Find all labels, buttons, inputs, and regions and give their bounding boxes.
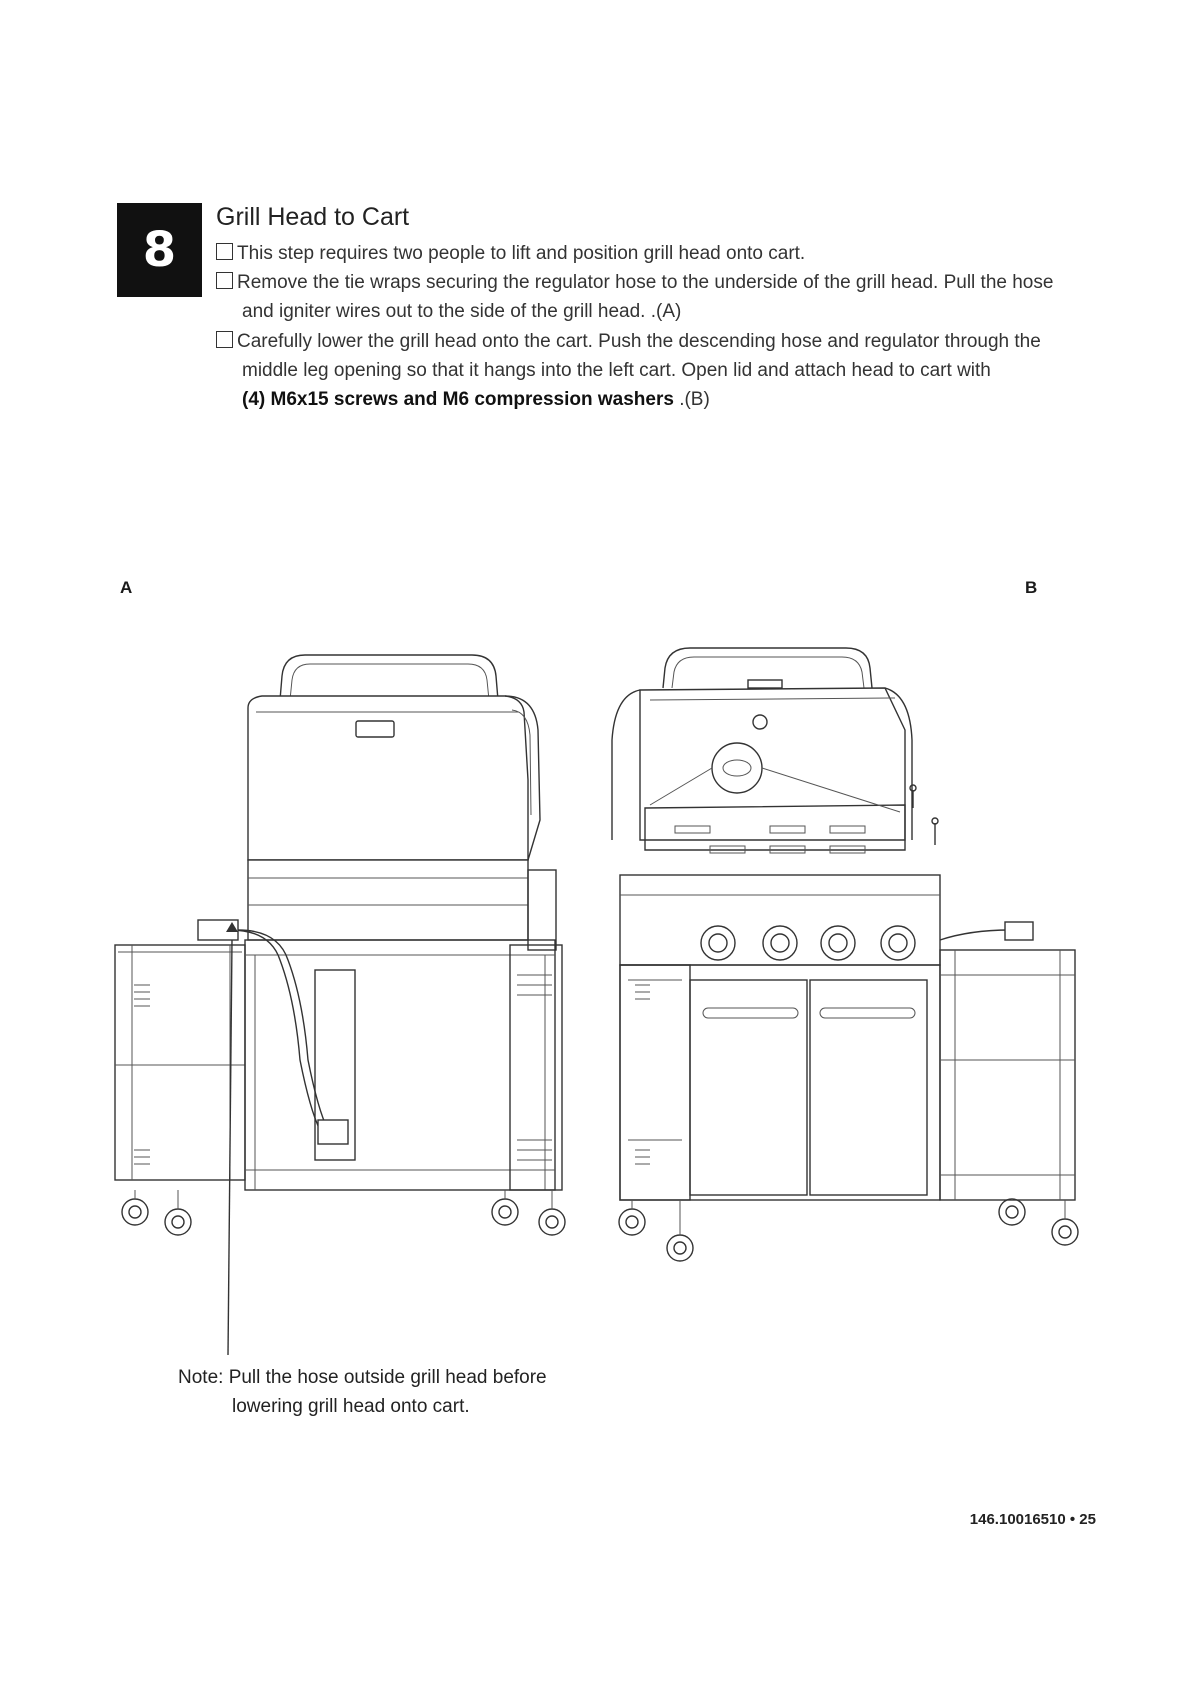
hardware-spec: (4) M6x15 screws and M6 compression washers [242, 389, 674, 410]
instruction-text: Remove the tie wraps securing the regulator hose to the underside of the grill head. Pull the hose [237, 272, 1054, 293]
step-number-badge: 8 [117, 203, 202, 297]
instruction-text: Carefully lower the grill head onto the cart. Push the descending hose and regulator through the [237, 331, 1041, 352]
figure-b-label: B [1025, 578, 1038, 597]
figure-ref: .(B) [673, 389, 710, 410]
page-footer: 146.10016510 • 25 [969, 1511, 1096, 1528]
step-title: Grill Head to Cart [216, 203, 410, 231]
instruction-item-3-continued: middle leg opening so that it hangs into the left cart. Open lid and attach head to cart with [242, 360, 991, 381]
instruction-text: This step requires two people to lift and position grill head onto cart. [237, 243, 806, 264]
figure-a-grill-illustration [115, 655, 565, 1355]
instruction-item-2-continued: and igniter wires out to the side of the grill head. .(A) [242, 301, 682, 322]
note-line-2: lowering grill head onto cart. [232, 1396, 470, 1418]
note-line-1: Note: Pull the hose outside grill head before [178, 1367, 547, 1388]
figure-b-grill-illustration [612, 648, 1078, 1261]
figure-a-label: A [120, 578, 133, 597]
note-text [178, 1363, 547, 1422]
